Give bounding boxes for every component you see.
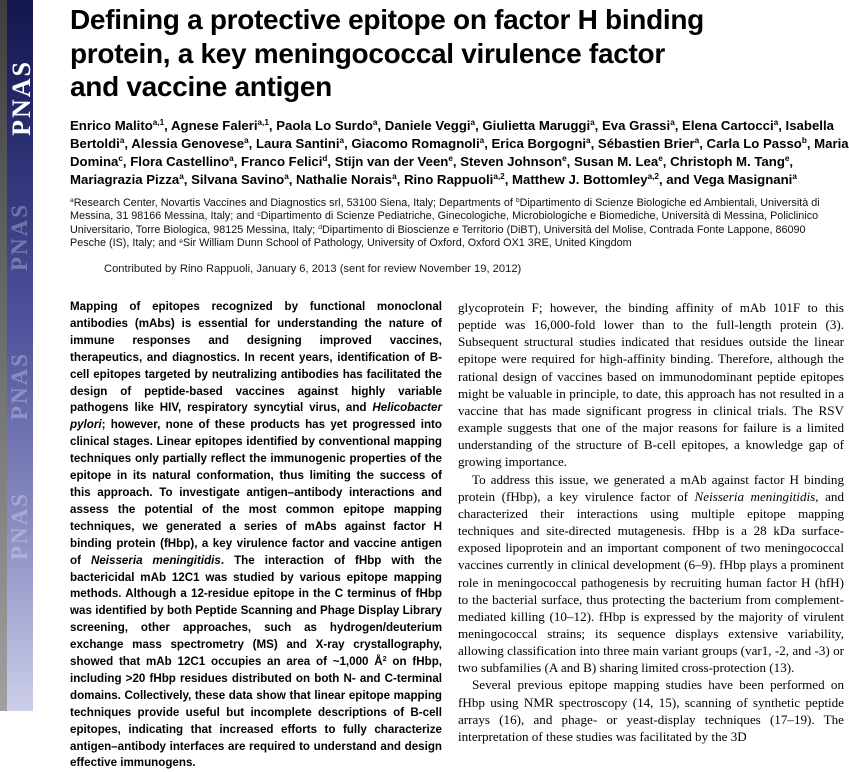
body-paragraph: To address this issue, we generated a mAb against factor H binding protein (fHbp), a key virulence factor of Neisseria meningitidis, and characterized their interactions using multiple epitope mapping techniques and site-directed mutagenesis. fHbp is a 28 kDa surface-exposed lipoprotein and an important component of two meningococcal vaccines currently in clinical development (6–9). fHbp plays a prominent role in meningococcal pathogenesis by recruiting human factor H (hfH) to the bacterial surface, thus protecting the bacterium from complement-mediated killing (10–12). fHbp is expressed by the majority of virulent meningococcal strains; its sequence displays extensive variability, allowing classification into three main variant groups (var1, -2, and -3) or two subfamilies (A and B) sharing limited cross-protection (13). — [458, 471, 844, 676]
abstract: Mapping of epitopes recognized by functional monoclonal antibodies (mAbs) is essential for understanding the nature of immune responses and designing improved vaccines, therapeutics, and diagnostics. In recent years, identification of B-cell epitopes targeted by neutralizing antibodies has facilitated the design of peptide-based vaccines against highly variable pathogens like HIV, respiratory syncytial virus, and Helicobacter pylori; however, none of these products has yet progressed into clinical stages. Linear epitopes identified by conventional mapping techniques only partially reflect the immunogenic properties of the epitope in its natural conformation, thus limiting the success of this approach. To investigate antigen–antibody interactions and assess the potential of the most common epitope mapping techniques, we generated a series of mAbs against factor H binding protein (fHbp), a key virulence factor and vaccine antigen of Neisseria meningitidis. The interaction of fHbp with the bactericidal mAb 12C1 was studied by various epitope mapping methods. Although a 12-residue epitope in the C terminus of fHbp was identified by both Peptide Scanning and Phage Display Library screening, other approaches, such as hydrogen/deuterium exchange mass spectrometry (MS) and X-ray crystallography, showed that mAb 12C1 occupies an area of ~1,000 $Å^2$ on fHbp, including >20 fHbp residues distributed on both N- and C-terminal domains. Collectively, these data show that linear epitope mapping techniques provide useful but incomplete descriptions of B-cell epitopes, indicating that increased efforts to fully characterize antigen–antibody interfaces are required to understand and design effective immunogens. — [70, 300, 442, 770]
title-line-1: Defining a protective epitope on factor H binding — [70, 4, 704, 35]
pnas-watermark: PNAS — [7, 492, 32, 561]
author-list: Enrico Malito$^{a,1}$, Agnese Faleri$^{a,1}$, Paola Lo Surdo$^a$, Daniele Veggi$^a$, Giulietta Maruggi$^a$, Eva Grassi$^a$, Elena Cartocci$^a$, Isabella Bertoldi$^a$, Alessia Genovese$^a$, Laura Santini$^a$, Giacomo Romagnoli$^a$, Erica Borgogni$^a$, Sébastien Brier$^a$, Carla Lo Passo$^b$, Maria Domina$^c$, Flora Castellino$^a$, Franco Felici$^d$, Stijn van der Veen$^e$, Steven Johnson$^e$, Susan M. Lea$^e$, Christoph M. Tang$^e$, Mariagrazia Pizza$^a$, Silvana Savino$^a$, Nathalie Norais$^a$, Rino Rappuoli$^{a,2}$, Matthew J. Bottomley$^{a,2}$, and Vega Masignani$^a$ — [70, 117, 849, 187]
pnas-watermark: PNAS — [7, 203, 32, 272]
body-paragraph: glycoprotein F; however, the binding affinity of mAb 101F to this peptide was 16,000-fold lower than to the full-length protein (3). Subsequent structural studies indicated that residues outside the linear epitope were required for high-affinity binding. Therefore, although the rational design of vaccines based on immunodominant peptide epitopes might be valuable in principle, to date, this approach has not resulted in a vaccine that has made significant progress in clinical trials. The RSV example suggests that one of the major reasons for failure is a limited understanding of the structure of B-cell epitopes, a knowledge gap of growing importance. — [458, 300, 844, 470]
two-column-body — [70, 299, 849, 770]
pnas-watermark: PNAS — [7, 352, 32, 421]
contributed-line: Contributed by Rino Rappuoli, January 6, 2013 (sent for review November 19, 2012) — [104, 262, 522, 275]
article-title — [70, 3, 849, 104]
page-edge-strip — [0, 0, 7, 711]
title-line-2: protein, a key meningococcal virulence factor — [70, 37, 665, 69]
body-paragraph: Several previous epitope mapping studies have been performed on fHbp using NMR spectroscopy (14, 15), scanning of synthetic peptide arrays (16), and phage- or yeast-display techniques (17–19). The interpretation of these studies was facilitated by the 3D — [458, 677, 844, 744]
pnas-sidebar — [7, 0, 36, 711]
title-line-3: and vaccine antigen — [70, 71, 332, 102]
pnas-logo: PNAS — [7, 60, 36, 136]
introduction-column — [458, 299, 844, 744]
article-content — [70, 0, 849, 770]
affiliations: $^a$Research Center, Novartis Vaccines and Diagnostics srl, 53100 Siena, Italy; Departments of $^b$Dipartimento di Scienze Biologiche ed Ambientali, Università di Messina, 31 98166 Messina, Italy; and $^c$Dipartimento di Scienze Pediatriche, Ginecologiche, Microbiologiche e Biomediche, Università di Messina, Policlinico Universitario, Torre Biologica, 98125 Messina, Italy; $^d$Dipartimento di Bioscienze e Territorio (DiBT), Università del Molise, Contrada Fonte Lappone, 86090 Pesche (IS), Italy; and $^e$Sir William Dunn School of Pathology, University of Oxford, Oxford OX1 3RE, United Kingdom — [70, 196, 820, 250]
